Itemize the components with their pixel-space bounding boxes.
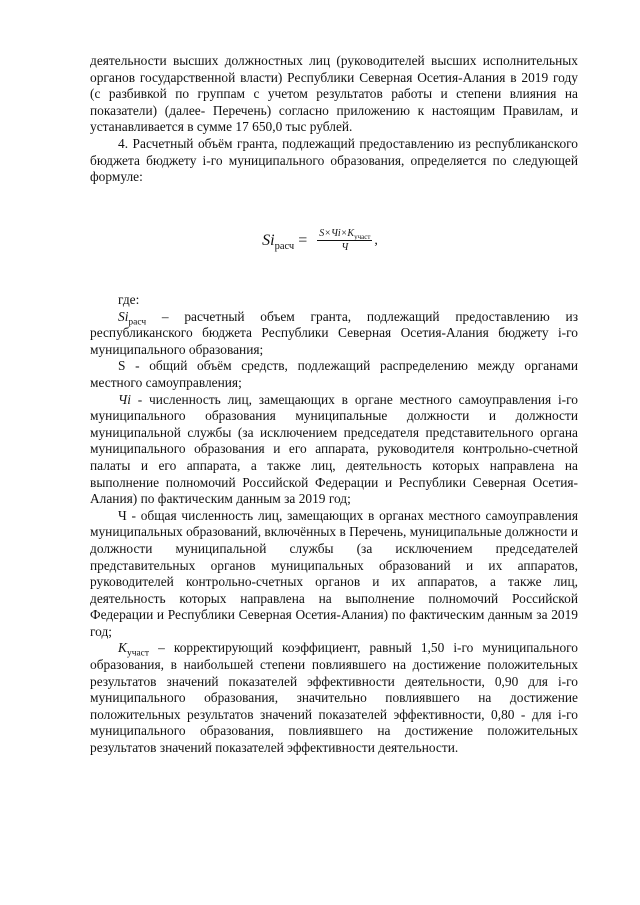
paragraph-item-4: 4. Расчетный объём гранта, подлежащий предоставлению из республиканского бюджета бюджету i-го муниципального образования, определяется по следующей формуле: (90, 135, 578, 185)
formula-lhs: $Si_{расч}$ (262, 231, 295, 252)
formula-denominator: Ч (341, 242, 349, 253)
def-k-uchast: $K_{участ}$ – корректирующий коэффициент, равный 1,50 i-го муниципального образования, в наибольшей степени повлиявшего на достижение положительных результатов значений показателей эффективности деятельности, 0,90 для i-го муниципального образования, значительно повлиявшего на достижение положительных результатов значений показателей эффективности, 0,80 - для i-го муниципального образования, повлиявшего на достижение положительных результатов значений показателей эффективности деятельности. (90, 640, 578, 756)
paragraph-continuation: деятельности высших должностных лиц (руководителей высших исполнительных органов государственной власти) Республики Северная Осетия-Алания в 2019 году (с разбивкой по группам с учетом результатов работы и степени влияния на показатели) (далее- Перечень) согласно приложению к настоящим Правилам, и устанавливается в сумме 17 650,0 тыс рублей. (90, 53, 578, 135)
formula-equals: = (298, 231, 308, 249)
top-text-block (90, 53, 578, 186)
def-chi: Чi - численность лиц, замещающих в органе местного самоуправления i-го муниципального образования муниципальные должности и должности муниципальной службы (за исключением председателя представительного органа муниципального образования и его аппарата, руководителя контрольно-счетной палаты и его аппарата, а также лиц, деятельность которых направлена на выполнение полномочий Российской Федерации и Республики Северная Осетия-Алания) по фактическим данным за 2019 год; (90, 391, 578, 507)
formula-fraction (317, 228, 372, 253)
def-ch: Ч - общая численность лиц, замещающих в органах местного самоуправления муниципальных образований, включённых в Перечень, муниципальные должности и должности муниципальной службы (за исключением председателей представительных органов муниципальных образований и их аппаратов, руководителей контрольно-счетных органов и их аппаратов, а также лиц, деятельность которых направлена на выполнение полномочий Российской Федерации и Республики Северная Осетия-Алания) по фактическим данным за 2019 год; (90, 507, 578, 639)
where-label: где: (118, 292, 140, 307)
formula-tail: , (374, 232, 378, 248)
def-s: S - общий объём средств, подлежащий распределению между органами местного самоуправления; (90, 358, 578, 390)
def-si-rasch: $Si_{расч}$ – расчетный объем гранта, подлежащий предоставлению из республиканского бюджета Республики Северная Осетия-Алания бюджету i-го муниципального образования; (90, 308, 578, 357)
grant-formula (0, 228, 640, 253)
definitions-block (90, 292, 578, 757)
formula-numerator: $S\times Чi\times K_{участ}$ (319, 228, 371, 241)
